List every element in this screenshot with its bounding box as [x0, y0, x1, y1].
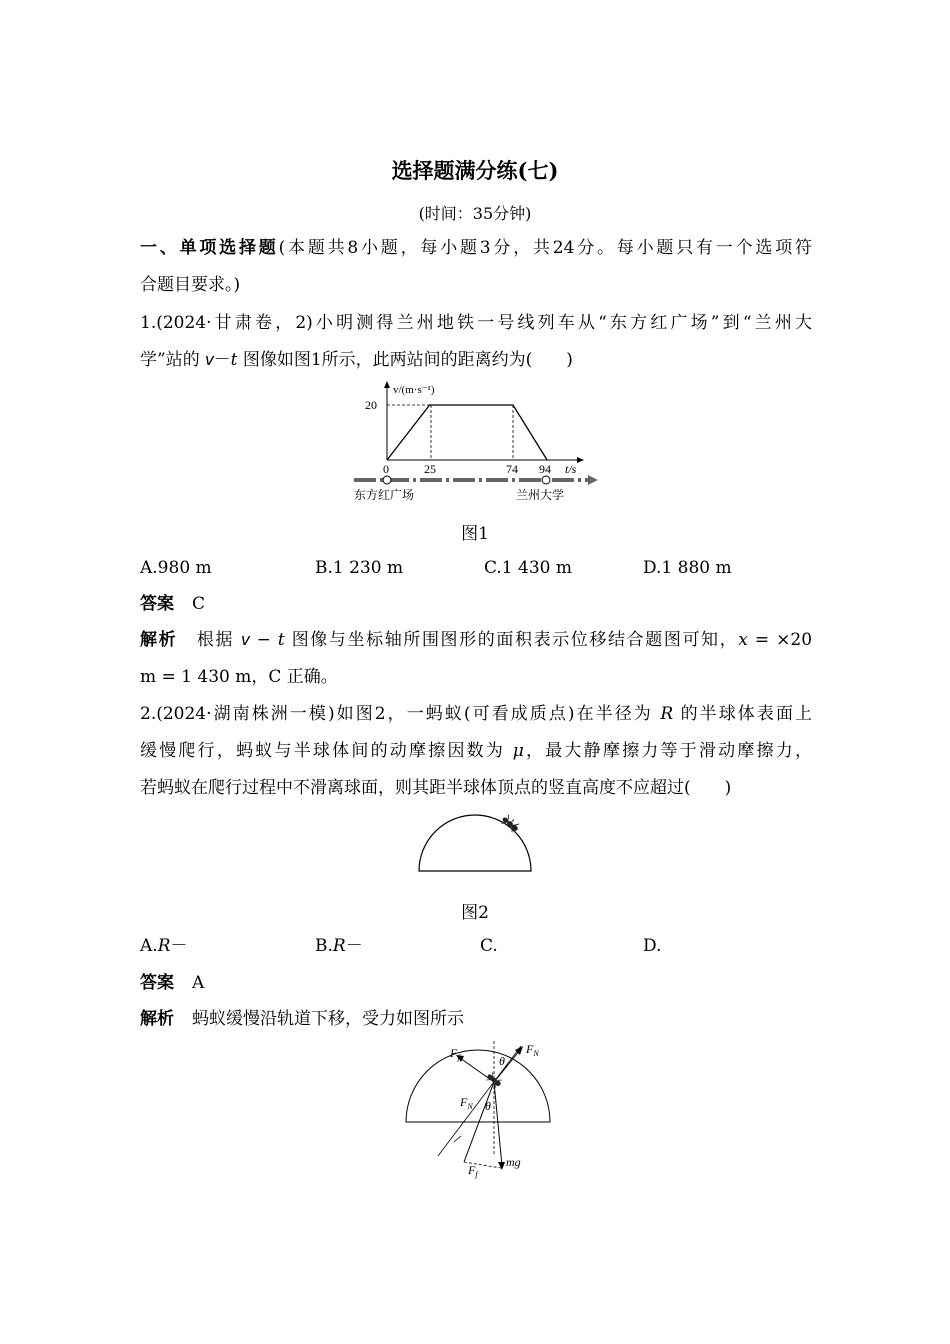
var-t: t: [230, 350, 238, 370]
section-head: 一、单项选择题: [140, 238, 279, 258]
q1-option-c: C.1 430 m: [484, 558, 572, 578]
q2-answer: [140, 971, 812, 995]
option-letter: A.: [140, 936, 158, 956]
var-mu: μ: [512, 741, 524, 761]
q2-option-d: D.: [643, 936, 662, 956]
right-angle-mark: [454, 1136, 461, 1142]
mg-arrowhead: [498, 1162, 505, 1170]
label-theta-mid: θ: [485, 1099, 491, 1113]
q2-text: ，最大静摩擦力等于滑动摩擦力，: [523, 741, 813, 761]
var-R: R: [157, 936, 171, 956]
q2-option-c: C.: [480, 936, 498, 956]
label-theta-top: θ: [499, 1054, 505, 1068]
answer-label: 答案: [140, 973, 174, 993]
label-ff-bottom: $F_f$: [468, 1163, 478, 1179]
station-right-label: 兰州大学: [516, 488, 565, 502]
vt-series-line: [387, 405, 547, 460]
q1-stem-line1: 1.(2024·甘肃卷，2)小明测得兰州地铁一号线列车从“东方红广场”到“兰州大: [140, 313, 812, 333]
figure-2-hemisphere: [412, 810, 538, 876]
q1-answer: [140, 592, 812, 616]
q2-stem-line2: [140, 739, 812, 763]
q1-option-b: B.1 230 m: [315, 558, 404, 578]
label-fn-mid: $F_N$: [460, 1095, 473, 1111]
option-text: －: [170, 936, 188, 956]
station-marker-left: [383, 476, 391, 484]
analysis-text: 蚂蚁缓慢沿轨道下移，受力如图所示: [192, 1009, 464, 1029]
x-axis-arrow: [577, 457, 584, 463]
answer-value: A: [192, 973, 205, 993]
section-header: [140, 236, 812, 260]
q1-analysis-line1: [140, 628, 812, 652]
answer-label: 答案: [140, 594, 174, 614]
q1-analysis-line2: m = 1 430 m，C 正确。: [140, 667, 338, 687]
q2-option-b: [315, 934, 363, 958]
analysis-label: 解析: [140, 630, 178, 650]
q2-text: 的半球体表面上: [673, 704, 813, 724]
option-letter: B.: [315, 936, 333, 956]
page-title: 选择题满分练(七): [391, 158, 559, 183]
label-ff-top: $F_f$: [450, 1046, 460, 1062]
y-tick-20: 20: [365, 398, 377, 412]
x-tick-0: 0: [383, 462, 389, 476]
dash: －: [213, 350, 231, 370]
label-fn-top: $F_N$: [526, 1042, 539, 1058]
q1-stem-line2: [140, 348, 812, 372]
var-v: v: [241, 630, 250, 649]
y-axis-arrow: [384, 381, 390, 388]
station-left-label: 东方红广场: [354, 488, 415, 502]
q1-option-d: D.1 880 m: [643, 558, 732, 578]
y-axis-label: v/(m·s⁻¹): [393, 384, 435, 396]
x-axis-label: t/s: [565, 462, 577, 476]
track-arrow: [588, 475, 598, 485]
q1-text: 图像如图1所示，此两站间的距离约为( ): [237, 350, 573, 370]
fn-arrowhead: [515, 1046, 523, 1055]
q2-option-a: [140, 934, 188, 958]
q2-stem-line1: [140, 702, 812, 726]
station-marker-right: [542, 476, 550, 484]
analysis-text: −: [249, 630, 278, 650]
answer-value: C: [192, 594, 206, 614]
q2-analysis: [140, 1007, 812, 1031]
x-tick-94: 94: [539, 462, 551, 476]
q2-stem-line3: 若蚂蚁在爬行过程中不滑离球面，则其距半球体顶点的竖直高度不应超过( ): [140, 778, 732, 798]
analysis-text: 根据: [195, 630, 242, 650]
analysis-text: 图像与坐标轴所围图形的面积表示位移结合题图可知，: [284, 630, 739, 650]
figure-force-diagram: [398, 1038, 558, 1183]
label-mg: mg: [506, 1155, 521, 1169]
figure-2-caption: 图2: [461, 903, 489, 923]
figure-1-vt-graph: [340, 378, 610, 508]
q2-text: 2.(2024·湖南株洲一模)如图2，一蚂蚁(可看成质点)在半径为: [140, 704, 661, 724]
x-tick-74: 74: [506, 462, 518, 476]
var-x: x: [738, 630, 748, 650]
option-text: －: [345, 936, 363, 956]
q1-text: 学”站的: [140, 350, 206, 370]
q1-option-a: A.980 m: [140, 558, 212, 578]
analysis-label: 解析: [140, 1009, 174, 1029]
section-desc: (本题共8小题，每小题3分，共24分。每小题只有一个选项符: [278, 238, 812, 258]
hemisphere: [419, 815, 531, 871]
analysis-text: = ×20: [747, 630, 813, 650]
var-R: R: [332, 936, 346, 956]
var-v: v: [205, 350, 214, 369]
q2-text: 缓慢爬行，蚂蚁与半球体间的动摩擦因数为: [140, 741, 513, 761]
var-R: R: [660, 704, 674, 724]
time-limit: (时间：35分钟): [418, 204, 532, 223]
figure-1-caption: 图1: [461, 524, 489, 544]
hemisphere: [406, 1050, 550, 1122]
x-tick-25: 25: [424, 462, 436, 476]
section-desc-cont: 合题目要求。): [140, 275, 241, 295]
var-t: t: [277, 630, 285, 650]
